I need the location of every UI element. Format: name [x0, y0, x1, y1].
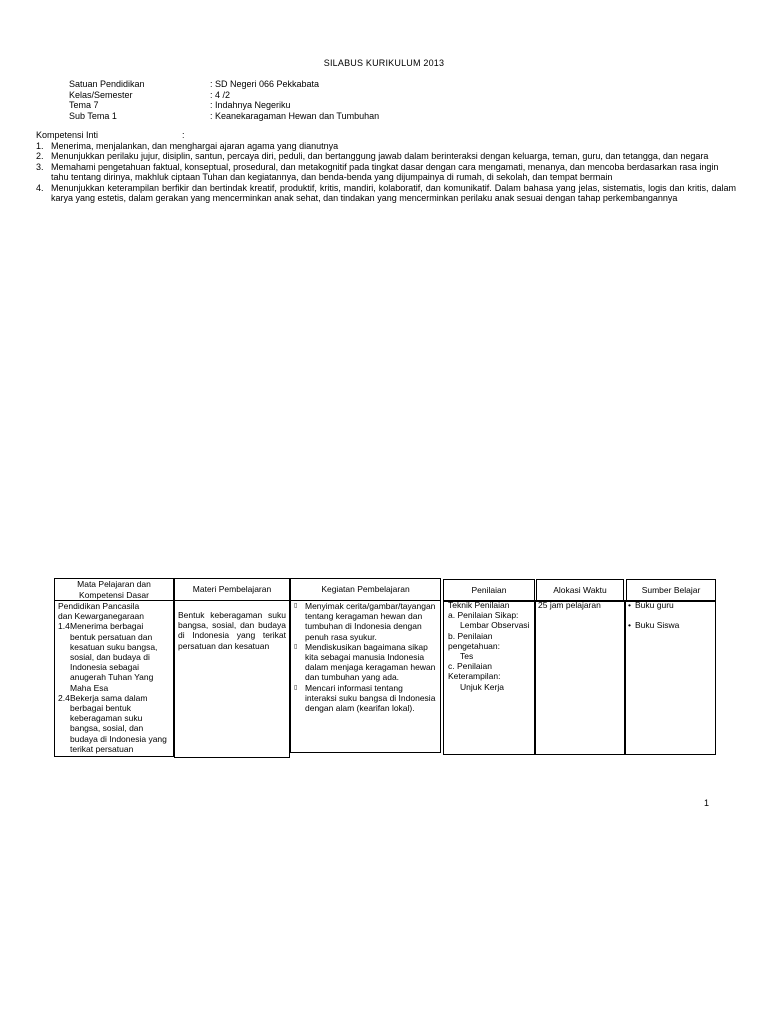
page-number: 1	[704, 798, 710, 808]
activity-text: Mendiskusikan bagaimana sikap kita sebagai manusia Indonesia dalam menjaga keragaman hewan dan tumbuhan yang ada.	[305, 641, 436, 683]
header-alokasi: Alokasi Waktu	[536, 579, 624, 602]
square-bullet-icon: ▯	[294, 603, 298, 609]
identity-row-tema	[69, 100, 379, 111]
kd-item	[58, 693, 171, 754]
kd-text: Menerima berbagai bentuk persatuan dan kesatuan suku bangsa, sosial, dan budaya di Indonesia sebagai anugerah Tuhan Yang Maha Esa	[70, 621, 158, 693]
identity-row-kelas	[69, 90, 379, 101]
list-text: Menerima, menjalankan, dan menghargai ajaran agama yang dianutnya	[51, 140, 339, 151]
cell-kegiatan	[294, 601, 436, 713]
kompetensi-inti-section	[36, 130, 736, 204]
assessment-b-label: b. Penilaian pengetahuan:	[448, 630, 500, 651]
identity-label: Kelas/Semester	[69, 89, 133, 100]
identity-value: : SD Negeri 066 Pekkabata	[210, 79, 320, 89]
assessment-title: Teknik Penilaian	[448, 600, 510, 610]
list-item	[628, 620, 714, 630]
header-sumber: Sumber Belajar	[626, 579, 716, 602]
list-item	[628, 600, 714, 610]
list-text: Memahami pengetahuan faktual, konseptual, prosedural, dan metakognitif pada tingkat dasar dengan cara mengamati, menanya, dan mencoba berdasarkan rasa ingin tahu tentang dirinya, makhluk ciptaan Tuhan dan kegiatannya, dan benda-benda yang dijumpainya di rumah, di sekolah, dan tempat bermain	[51, 161, 719, 182]
document-title: SILABUS KURIKULUM 2013	[323, 58, 445, 68]
list-number: 1.	[36, 140, 44, 151]
cell-mata-pelajaran	[58, 601, 171, 756]
kd-number: 2.4	[58, 692, 70, 703]
header-mata-pelajaran: Mata Pelajaran dan Kompetensi Dasar	[54, 578, 174, 601]
assessment-c-detail: Unjuk Kerja	[460, 681, 504, 692]
kd-text: Bekerja sama dalam berbagai bentuk keberagaman suku bangsa, sosial, dan budaya di Indonesia yang terikat persatuan	[70, 692, 167, 754]
list-number: 2.	[36, 151, 44, 161]
header-kegiatan: Kegiatan Pembelajaran	[290, 578, 441, 601]
source-text: Buku Siswa	[635, 620, 680, 631]
identity-value: : Indahnya Negeriku	[210, 100, 291, 110]
identity-value: : Keanekaragaman Hewan dan Tumbuhan	[210, 110, 380, 121]
subject-name: Pendidikan Pancasila	[58, 601, 140, 611]
cell-alokasi: 25 jam pelajaran	[538, 600, 601, 610]
assessment-a-label: a. Penilaian Sikap:	[448, 610, 519, 621]
assessment-c-label: c. Penilaian Keterampilan:	[448, 661, 501, 682]
list-item	[36, 151, 736, 162]
square-bullet-icon: ▯	[294, 643, 298, 650]
kompetensi-inti-list	[36, 141, 736, 204]
list-item	[36, 183, 736, 204]
list-item	[294, 601, 436, 642]
kd-number: 1.4	[58, 621, 70, 632]
list-item	[36, 162, 736, 183]
kompetensi-inti-label: Kompetensi Inti	[36, 130, 99, 140]
cell-penilaian	[448, 600, 534, 692]
list-number: 3.	[36, 161, 44, 172]
square-bullet-icon: ▯	[294, 684, 298, 691]
identity-block	[69, 79, 379, 121]
identity-label: Satuan Pendidikan	[69, 79, 145, 89]
identity-label: Sub Tema 1	[69, 110, 117, 121]
cell-sumber	[628, 600, 714, 630]
list-text: Menunjukkan perilaku jujur, disiplin, santun, percaya diri, peduli, dan bertanggung jawab dalam berinteraksi dengan keluarga, teman, guru, dan tetangga, dan negara	[51, 151, 709, 161]
bullet-icon: •	[628, 620, 631, 631]
list-item	[294, 683, 436, 714]
list-text: Menunjukkan keterampilan berfikir dan bertindak kreatif, produktif, kritis, mandiri, kolaboratif, dan komunikatif. Dalam bahasa yang jelas, sistematis, logis dan kritis, dalam karya yang estetis, dalam gerakan yang mencerminkan anak sehat, dan tindakan yang mencerminkan perilaku anak sesuai dengan tahap perkembangannya	[51, 182, 736, 203]
list-item	[294, 642, 436, 683]
header-penilaian: Penilaian	[443, 579, 535, 602]
assessment-b-detail: Tes	[460, 651, 474, 662]
identity-row-satuan	[69, 79, 379, 90]
assessment-a-detail: Lembar Observasi	[460, 620, 530, 631]
identity-value: : 4 /2	[210, 89, 231, 100]
column-alokasi-frame	[535, 600, 625, 755]
identity-label: Tema 7	[69, 100, 99, 110]
bullet-icon: •	[628, 600, 631, 610]
activity-text: Mencari informasi tentang interaksi suku bangsa di Indonesia dengan alam (kearifan lokal).	[305, 682, 436, 714]
cell-materi: Bentuk keberagaman suku bangsa, sosial, dan budaya di Indonesia yang terikat persatuan dan kesatuan	[178, 610, 286, 651]
list-item	[36, 141, 736, 152]
activity-text: Menyimak cerita/gambar/tayangan tentang keragaman hewan dan tumbuhan di Indonesia dengan penuh rasa syukur.	[305, 601, 436, 642]
header-materi: Materi Pembelajaran	[174, 578, 290, 601]
kompetensi-inti-colon: :	[182, 130, 185, 140]
kompetensi-inti-heading	[36, 130, 736, 141]
list-number: 4.	[36, 182, 44, 193]
source-text: Buku guru	[635, 600, 674, 610]
identity-row-subtema	[69, 111, 379, 122]
subject-name: dan Kewarganegaraan	[58, 611, 145, 622]
kd-item	[58, 621, 171, 692]
